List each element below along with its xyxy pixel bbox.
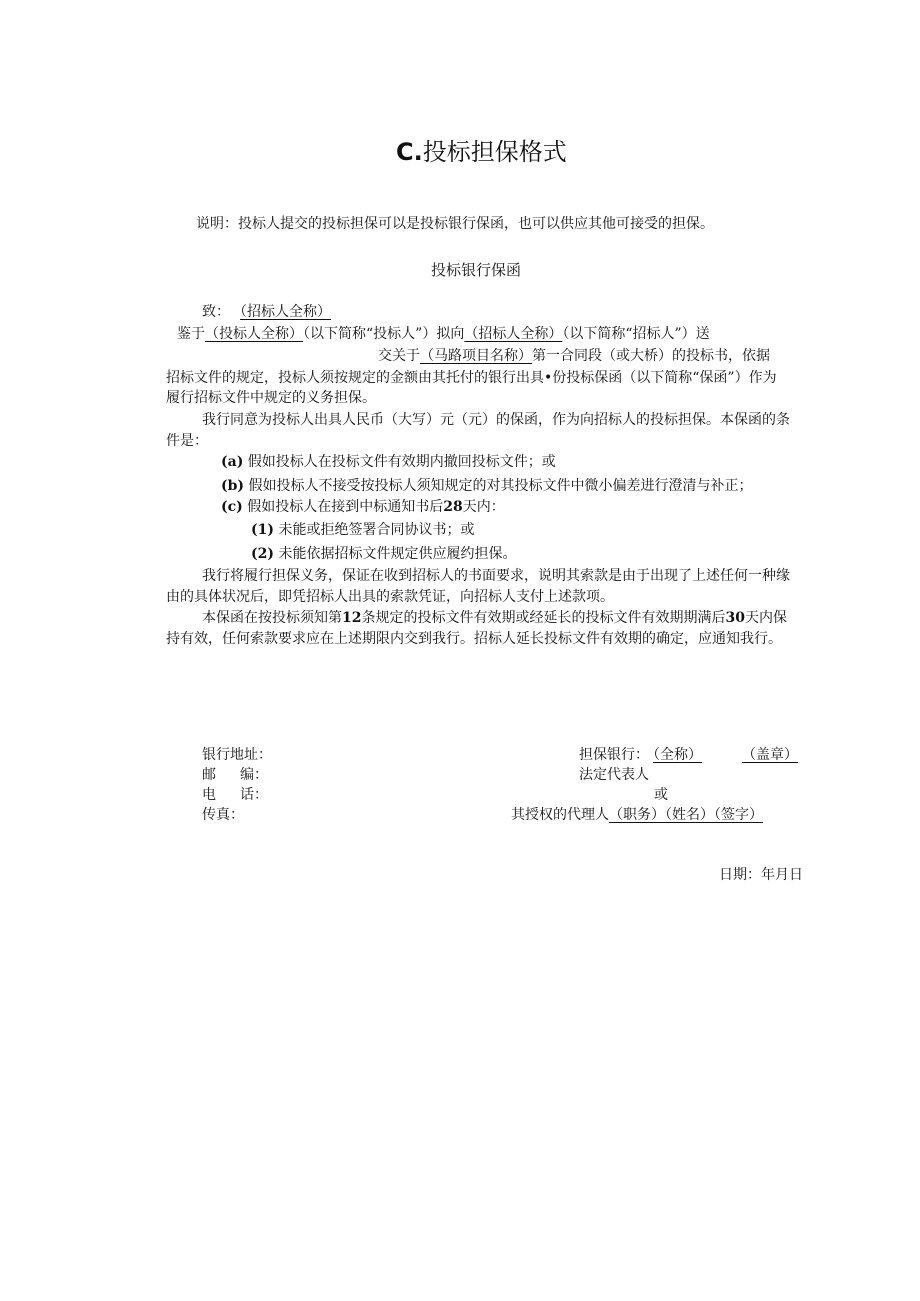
phone-label-a: 电 (202, 787, 216, 803)
postcode-label-b: 编： (240, 767, 268, 783)
para4-line2: 持有效，任何索款要求应在上述期限内交到我行。招标人延长投标文件有效期的确定，应通知我行。 (166, 631, 782, 647)
condition-c-tail: 天内： (462, 499, 505, 515)
title-text: 投标担保格式 (422, 138, 567, 166)
bank-seal-field: （盖章） (742, 747, 798, 763)
condition-b-text: 假如投标人不接受按投标人须知规定的对其投标文件中微小偏差进行澄清与补正； (248, 478, 753, 494)
bank-address-label: 银行地址： (202, 747, 272, 763)
phone-label-b: 话： (240, 787, 268, 803)
para3-line2: 由的具体状况后，即凭招标人出具的索款凭证，向招标人支付上述款项。 (166, 589, 614, 605)
bidder-fullname-field: （投标人全称） (205, 326, 303, 342)
guarantor-bank-fields (653, 747, 798, 763)
para1-text-a: （以下简称“投标人”）拟向 (303, 326, 465, 342)
para4-text-a: 本保函在按投标须知第 (202, 610, 342, 626)
legal-representative-label: 法定代表人 (579, 767, 649, 783)
para4-line1 (202, 608, 787, 628)
subcondition-2-text: 未能依据招标文件规定供应履约担保。 (278, 546, 517, 562)
condition-a-mark: (a) (221, 454, 244, 470)
authorized-agent-label: 其授权的代理人 (511, 807, 609, 823)
explanation-note: 说明：投标人提交的投标担保可以是投标银行保函，也可以供应其他可接受的担保。 (196, 216, 714, 232)
para1-whereas: 鉴于 (177, 326, 205, 342)
para4-text-b: 条规定的投标文件有效期或经延长的投标文件有效期期满后 (361, 610, 726, 626)
condition-b (221, 476, 753, 496)
postcode-label-a: 邮 (202, 767, 216, 783)
agent-title-field: （职务） (609, 807, 665, 823)
fax-label: 传真： (202, 807, 244, 823)
project-name-field: （马路项目名称） (420, 348, 532, 364)
para1-line3: 招标文件的规定，投标人须按规定的金额由其托付的银行出具•份投标保函（以下简称“保函”）作为 (166, 370, 777, 386)
guarantor-bank-label: 担保银行： (579, 747, 649, 763)
agent-name-field: （姓名） (665, 807, 714, 823)
subcondition-2-mark: (2) (251, 546, 274, 562)
guarantor-bank-line (579, 745, 798, 765)
addressee-line (202, 302, 331, 322)
para4-text-c: 天内保 (744, 610, 787, 626)
addressee-recipient: （招标人全称） (240, 304, 331, 320)
para1-text-c: 交关于 (378, 348, 420, 364)
para1-text-b: （以下简称“招标人”）送 (562, 326, 710, 342)
agent-signature-field: （签字） (714, 807, 763, 823)
condition-b-mark: (b) (221, 478, 245, 494)
para1-line4: 履行招标文件中规定的义务担保。 (166, 390, 376, 406)
para2-line2: 件是： (166, 433, 208, 449)
postcode-label (202, 765, 268, 785)
subcondition-1-mark: (1) (251, 522, 274, 538)
authorized-agent-line (511, 805, 763, 825)
para1-line1 (177, 324, 710, 344)
para4-clause-number: 12 (342, 610, 362, 626)
para2-line1: 我行同意为投标人出具人民币（大写）元（元）的保函，作为向招标人的投标担保。本保函的条 (202, 412, 790, 428)
subcondition-1 (251, 520, 474, 540)
para4-days: 30 (725, 610, 745, 626)
subcondition-2 (251, 544, 516, 564)
page-title (396, 132, 567, 167)
addressee-label: 致： (202, 304, 230, 320)
condition-c (221, 497, 505, 517)
subcondition-1-text: 未能或拒绝签署合同协议书；或 (278, 522, 475, 538)
condition-a (221, 452, 556, 472)
condition-c-text: 假如投标人在接到中标通知书后 (247, 499, 444, 515)
date-line: 日期：年月日 (719, 867, 803, 883)
para1-line2 (378, 346, 770, 366)
tenderer-fullname-field: （招标人全称） (464, 326, 563, 342)
condition-c-mark: (c) (221, 499, 243, 515)
condition-c-days: 28 (443, 499, 463, 515)
authorized-agent-fields (609, 807, 763, 823)
title-prefix: C. (396, 138, 423, 166)
para1-text-d: 第一合同段（或大桥）的投标书，依据 (532, 348, 770, 364)
phone-label (202, 785, 268, 805)
para3-line1: 我行将履行担保义务，保证在收到招标人的书面要求，说明其索款是由于出现了上述任何一种缘 (202, 568, 790, 584)
bank-fullname-field: （全称） (653, 747, 702, 763)
document-subtitle: 投标银行保函 (431, 261, 522, 279)
or-label: 或 (654, 787, 668, 803)
condition-a-text: 假如投标人在投标文件有效期内撤回投标文件；或 (247, 454, 556, 470)
